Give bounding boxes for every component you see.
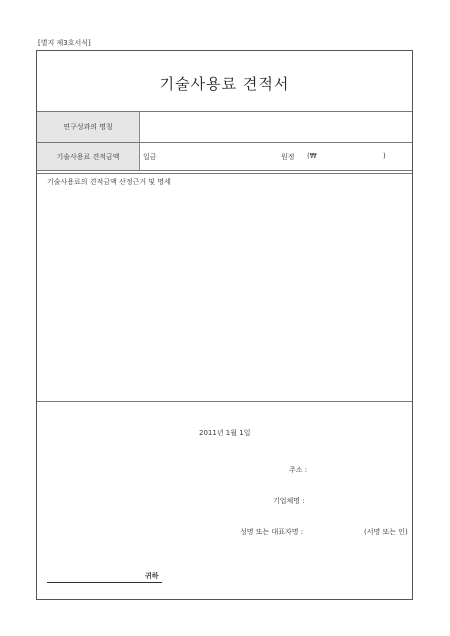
row-label-amount: 기술사용료 견적금액 (37, 143, 140, 170)
sign-note: (서명 또는 인) (364, 528, 408, 536)
amount-currency: (₩ (307, 152, 317, 160)
amount-close: ) (383, 152, 386, 160)
estimate-form (36, 50, 413, 600)
amount-prefix: 일금 (143, 153, 157, 161)
row-label-research-name: 연구성과의 명칭 (37, 112, 140, 142)
divider-row2-double (37, 173, 412, 174)
divider-row2 (37, 170, 412, 171)
divider-basis (37, 401, 412, 402)
form-date: 2011년 1월 1일 (199, 429, 251, 437)
amount-unit: 원정 (281, 153, 295, 161)
recipient-line (47, 582, 162, 583)
signer-label: 성명 또는 대표자명 : (240, 528, 304, 536)
recipient-label: 귀하 (145, 572, 159, 580)
address-label: 주소 : (289, 466, 308, 474)
company-label: 기업체명 : (273, 497, 305, 505)
basis-label: 기술사용료의 견적금액 산정근거 및 명세 (47, 178, 171, 186)
research-name-field[interactable] (141, 112, 412, 142)
attachment-label: [별지 제3호서식] (38, 39, 91, 47)
form-title: 기술사용료 견적서 (159, 75, 290, 93)
